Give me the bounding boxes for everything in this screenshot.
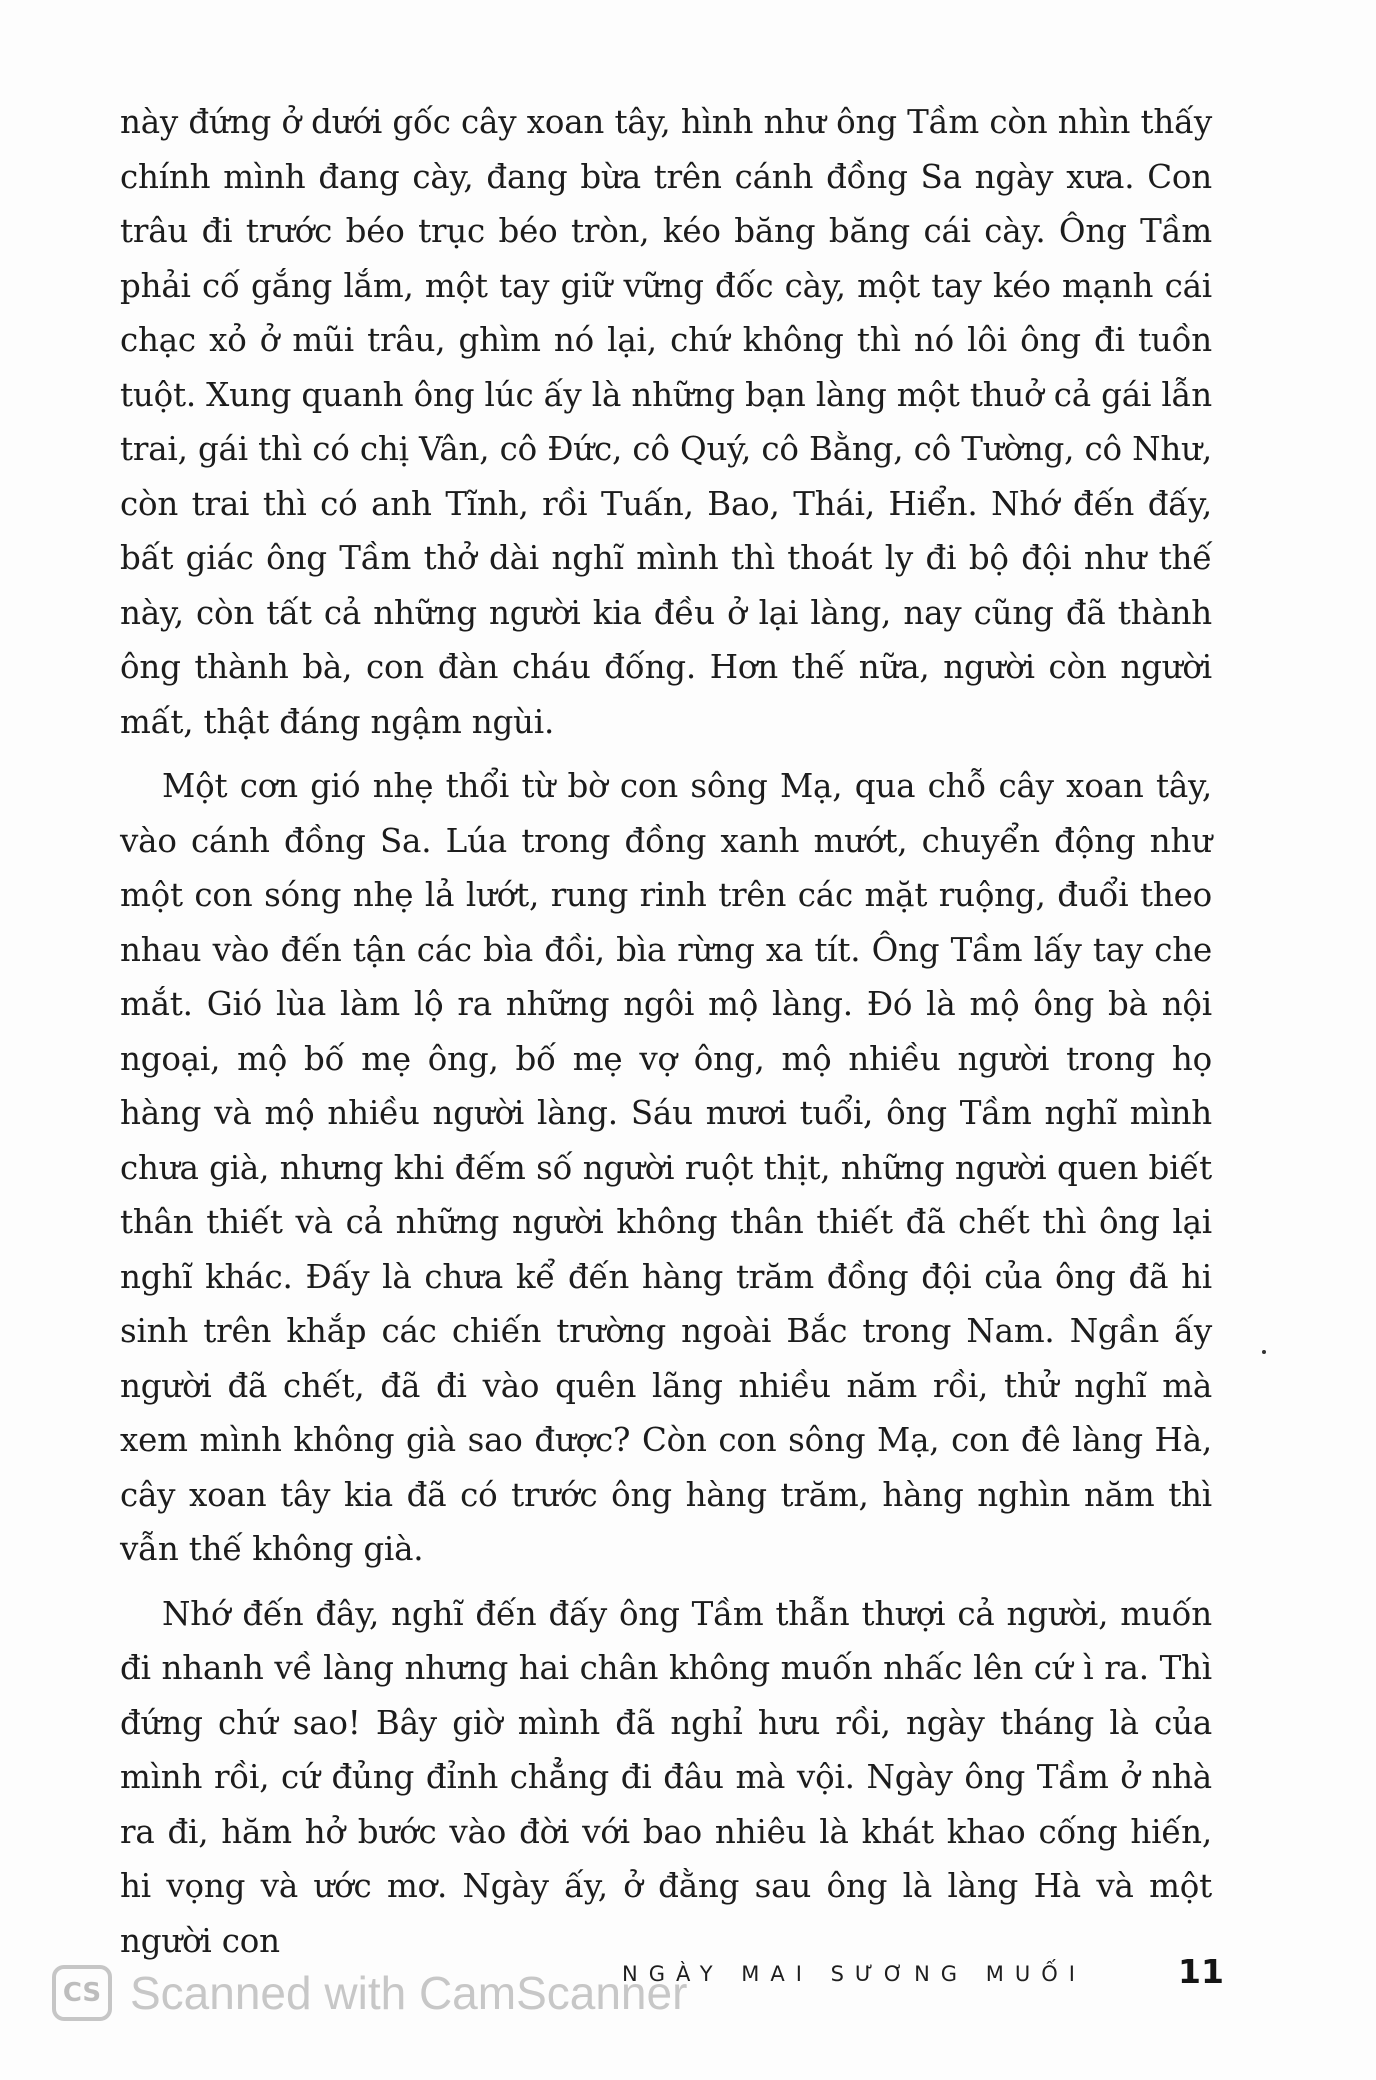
running-title: NGÀY MAI SƯƠNG MUỐI xyxy=(622,1962,1086,1986)
camscanner-watermark xyxy=(52,1958,687,2028)
paragraph: Một cơn gió nhẹ thổi từ bờ con sông Mạ, qua chỗ cây xoan tây, vào cánh đồng Sa. Lúa trong đồng xanh mướt, chuyển động như một con sóng nhẹ lả lướt, rung rinh trên các mặt ruộng, đuổi theo nhau vào đến tận các bìa đồi, bìa rừng xa tít. Ông Tầm lấy tay che mắt. Gió lùa làm lộ ra những ngôi mộ làng. Đó là mộ ông bà nội ngoại, mộ bố mẹ ông, bố mẹ vợ ông, mộ nhiều người trong họ hàng và mộ nhiều người làng. Sáu mươi tuổi, ông Tầm nghĩ mình chưa già, nhưng khi đếm số người ruột thịt, những người quen biết thân thiết và cả những người không thân thiết đã chết thì ông lại nghĩ khác. Đấy là chưa kể đến hàng trăm đồng đội của ông đã hi sinh trên khắp các chiến trường ngoài Bắc trong Nam. Ngần ấy người đã chết, đã đi vào quên lãng nhiều năm rồi, thử nghĩ mà xem mình không già sao được? Còn con sông Mạ, con đê làng Hà, cây xoan tây kia đã có trước ông hàng trăm, hàng nghìn năm thì vẫn thế không già. xyxy=(120,767,1212,1568)
scan-speck xyxy=(1262,1350,1266,1354)
watermark-text: Scanned with CamScanner xyxy=(130,1967,688,2019)
camscanner-logo-icon: CS xyxy=(52,1965,112,2021)
body-text xyxy=(120,95,1212,1978)
paragraph-continued: này đứng ở dưới gốc cây xoan tây, hình như ông Tầm còn nhìn thấy chính mình đang cày, đang bừa trên cánh đồng Sa ngày xưa. Con trâu đi trước béo trục béo tròn, kéo băng băng cái cày. Ông Tầm phải cố gắng lắm, một tay giữ vững đốc cày, một tay kéo mạnh cái chạc xỏ ở mũi trâu, ghìm nó lại, chứ không thì nó lôi ông đi tuồn tuột. Xung quanh ông lúc ấy là những bạn làng một thuở cả gái lẫn trai, gái thì có chị Vân, cô Đức, cô Quý, cô Bằng, cô Tường, cô Như, còn trai thì có anh Tĩnh, rồi Tuấn, Bao, Thái, Hiển. Nhớ đến đấy, bất giác ông Tầm thở dài nghĩ mình thì thoát ly đi bộ đội như thế này, còn tất cả những người kia đều ở lại làng, nay cũng đã thành ông thành bà, con đàn cháu đống. Hơn thế nữa, người còn người mất, thật đáng ngậm ngùi. xyxy=(120,103,1212,741)
page-number: 11 xyxy=(1178,1952,1224,1991)
paragraph: Nhớ đến đây, nghĩ đến đấy ông Tầm thẫn thượi cả người, muốn đi nhanh về làng nhưng hai chân không muốn nhấc lên cứ ì ra. Thì đứng chứ sao! Bây giờ mình đã nghỉ hưu rồi, ngày tháng là của mình rồi, cứ đủng đỉnh chẳng đi đâu mà vội. Ngày ông Tầm ở nhà ra đi, hăm hở bước vào đời với bao nhiêu là khát khao cống hiến, hi vọng và ước mơ. Ngày ấy, ở đằng sau ông là làng Hà và một người con xyxy=(120,1594,1212,1960)
